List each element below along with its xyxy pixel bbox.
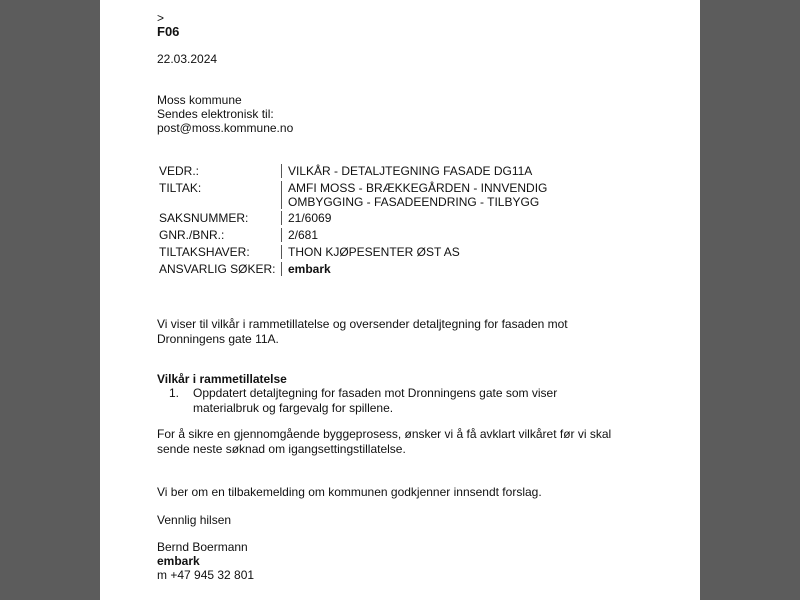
list-item-number: 1. [168, 386, 179, 400]
closing-greeting: Vennlig hilsen [157, 513, 232, 527]
recipient-name: Moss kommune [157, 93, 242, 107]
info-row-saksnummer [157, 211, 597, 228]
info-label: SAKSNUMMER: [159, 211, 249, 225]
info-label: GNR./BNR.: [159, 228, 225, 242]
conditions-heading: Vilkår i rammetillatelse [157, 372, 287, 386]
info-label: TILTAK: [159, 181, 202, 195]
info-label: TILTAKSHAVER: [159, 245, 250, 259]
list-item-text: Oppdatert detaljtegning for fasaden mot Dronningens gate som viser materialbruk og fargevalg for spillene. [193, 386, 558, 415]
intro-paragraph: Vi viser til vilkår i rammetillatelse og oversender detaljtegning for fasaden mot Dronningens gate 11A. [157, 317, 568, 346]
info-value: embark [281, 262, 548, 276]
info-row-tiltakshaver [157, 245, 597, 262]
signature-name: Bernd Boermann [157, 540, 248, 554]
chevron-marker: > [157, 11, 165, 25]
process-paragraph: For å sikre en gjennomgående byggeprosess, ønsker vi å få avklart vilkåret før vi skal sende neste søknad om igangsettingstillatelse. [157, 427, 612, 456]
document-id: F06 [157, 24, 180, 39]
info-label: VEDR.: [159, 164, 200, 178]
signature-company: embark [157, 554, 200, 568]
info-value: 21/6069 [281, 211, 548, 225]
info-row-tiltak [157, 181, 597, 211]
letter-date: 22.03.2024 [157, 52, 218, 66]
list-item [157, 386, 627, 416]
signature-phone: m +47 945 32 801 [157, 568, 255, 582]
document-page [100, 0, 700, 600]
info-value: AMFI MOSS - BRÆKKEGÅRDEN - INNVENDIG OMBYGGING - FASADEENDRING - TILBYGG [281, 181, 548, 209]
info-value: VILKÅR - DETALJTEGNING FASADE DG11A [281, 164, 548, 178]
recipient-email: post@moss.kommune.no [157, 121, 294, 135]
conditions-list [157, 386, 627, 416]
info-row-vedr [157, 161, 597, 181]
feedback-paragraph: Vi ber om en tilbakemelding om kommunen godkjenner innsendt forslag. [157, 485, 542, 499]
info-row-ansvarlig-soker [157, 262, 597, 279]
info-value: 2/681 [281, 228, 548, 242]
info-label: ANSVARLIG SØKER: [159, 262, 276, 276]
case-info-table [157, 161, 597, 279]
info-value: THON KJØPESENTER ØST AS [281, 245, 548, 259]
info-row-gnr-bnr [157, 228, 597, 245]
recipient-send-line: Sendes elektronisk til: [157, 107, 274, 121]
